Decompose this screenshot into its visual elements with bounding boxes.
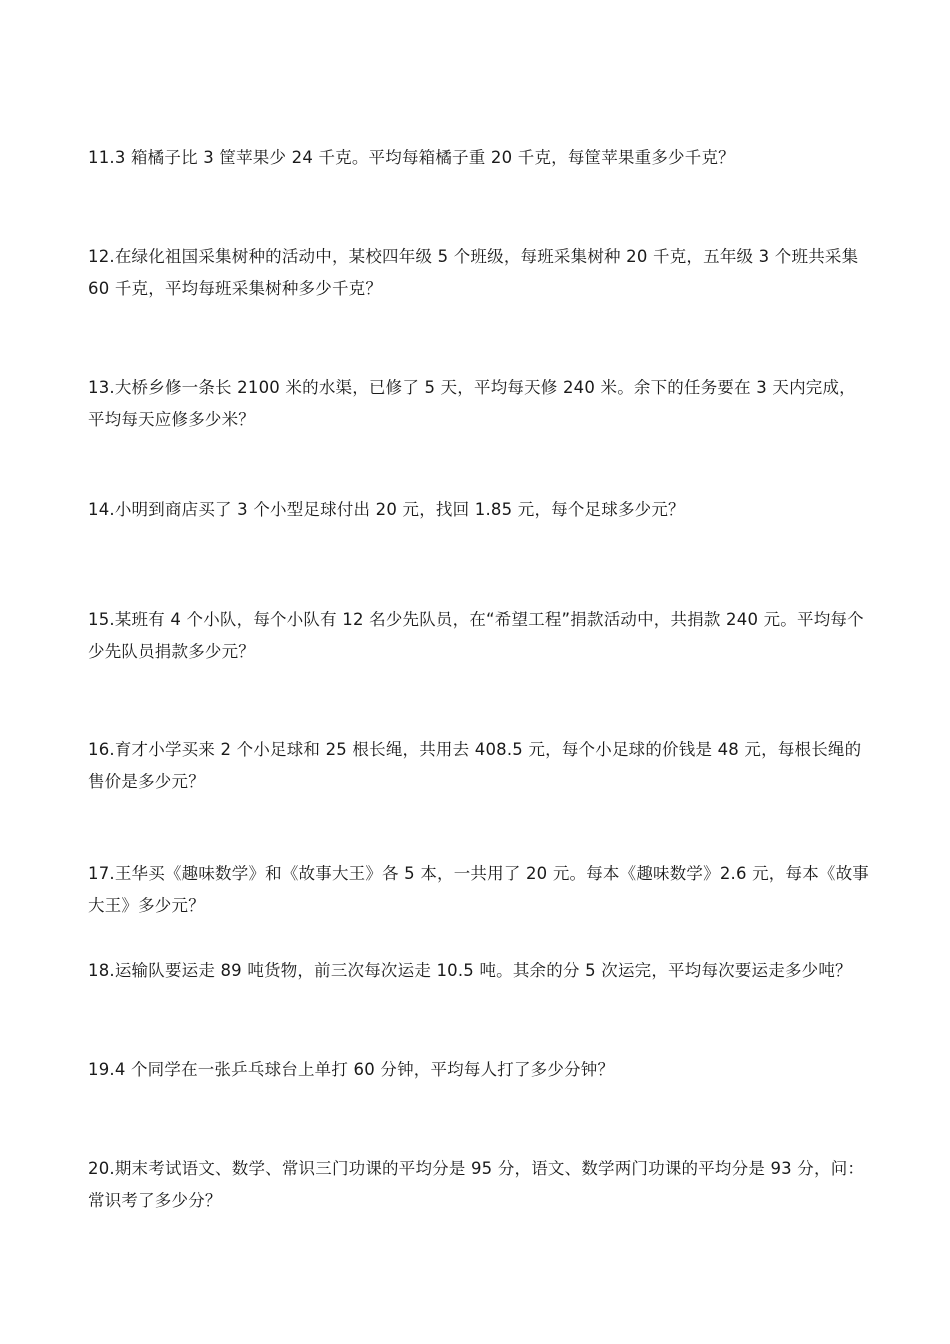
problem-16: 16.育才小学买来 2 个小足球和 25 根长绳，共用去 408.5 元，每个小足球的价钱是 48 元，每根长绳的售价是多少元？	[88, 740, 862, 791]
problem-15: 15.某班有 4 个小队，每个小队有 12 名少先队员，在“希望工程”捐款活动中，共捐款 240 元。平均每个少先队员捐款多少元？	[88, 610, 864, 661]
problem-19: 19.4 个同学在一张乒乓球台上单打 60 分钟，平均每人打了多少分钟？	[88, 1060, 615, 1079]
problem-14: 14.小明到商店买了 3 个小型足球付出 20 元，找回 1.85 元，每个足球多少元？	[88, 500, 685, 519]
problem-13: 13.大桥乡修一条长 2100 米的水渠，已修了 5 天，平均每天修 240 米。余下的任务要在 3 天内完成，平均每天应修多少米？	[88, 378, 856, 429]
problem-12: 12.在绿化祖国采集树种的活动中，某校四年级 5 个班级，每班采集树种 20 千克，五年级 3 个班共采集 60 千克，平均每班采集树种多少千克？	[88, 247, 859, 298]
problem-20: 20.期末考试语文、数学、常识三门功课的平均分是 95 分，语文、数学两门功课的平均分是 93 分，问：常识考了多少分？	[88, 1159, 865, 1210]
problem-17: 17.王华买《趣味数学》和《故事大王》各 5 本，一共用了 20 元。每本《趣味数学》2.6 元，每本《故事大王》多少元？	[88, 864, 869, 915]
problem-18: 18.运输队要运走 89 吨货物，前三次每次运走 10.5 吨。其余的分 5 次运完，平均每次要运走多少吨？	[88, 961, 852, 980]
problem-11: 11.3 箱橘子比 3 筐苹果少 24 千克。平均每箱橘子重 20 千克，每筐苹果重多少千克？	[88, 148, 735, 167]
